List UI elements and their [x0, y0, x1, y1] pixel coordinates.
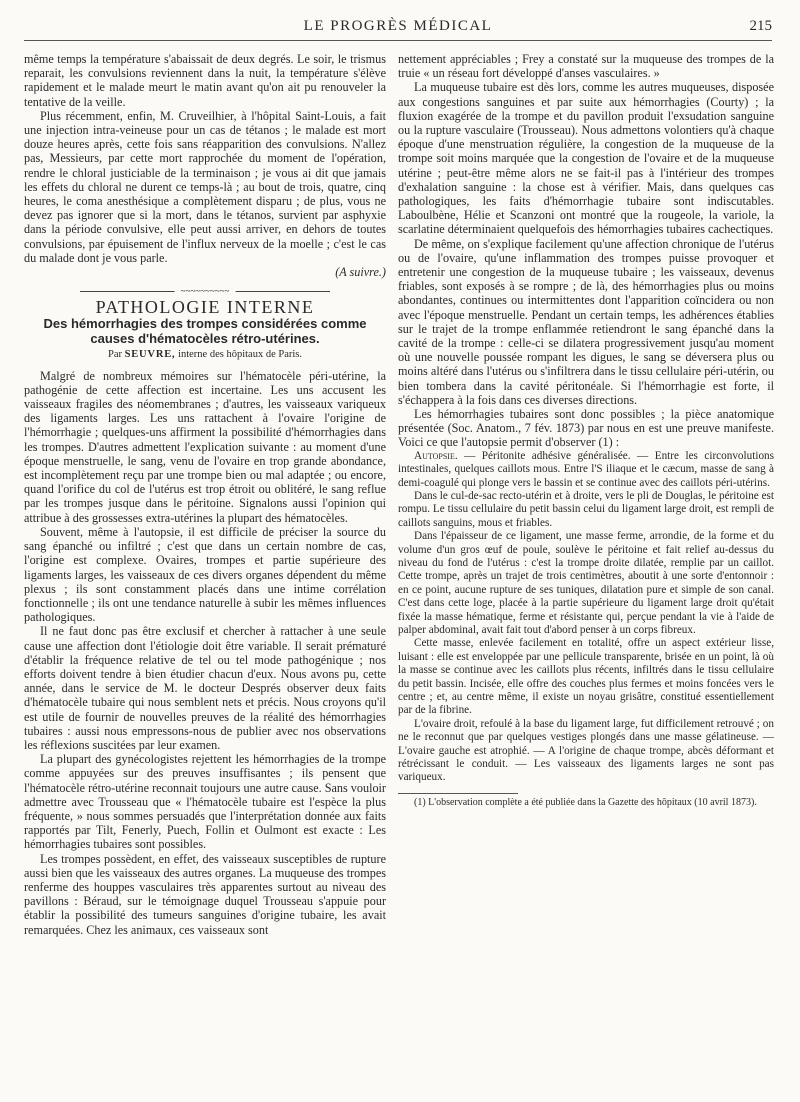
paragraph: La plupart des gynécologistes rejettent les hémorrhagies de la trompe comme appuyées sur des preuves insuffisantes ; ils pensent que l'hématocèle rétro-utérine reconnait toujours une autre cause. Sans vouloir admettre avec Trousseau que « l'hématocèle tubaire est l'espèce la plus fréquente, » nous sommes persuadés que l'interprétation donnée aux faits rapportés par Tilt, Fenerly, Puech, Follin et Oulmont est exacte : Les hémorrhagies tubaires sont possibles.: [24, 752, 386, 852]
footnote: (1) L'observation complète a été publiée dans la Gazette des hôpitaux (10 avril 1873).: [414, 796, 757, 808]
byline: [24, 348, 386, 362]
divider-ornament: ~~~~~~~~~~: [175, 287, 236, 296]
paragraph: Il ne faut donc pas être exclusif et chercher à rattacher à une seule cause une affection dont l'étiologie doit être variable. Il serait prématuré d'établir la fréquence relative de tel ou tel mode pathogénique ; nos efforts doivent tendre à bien étudier chacun d'eux. Nous avons pu, cette année, dans le service de M. le docteur Després observer deux faits d'hématocèle tubaire qui nous semblent nets et précis. Nous croyons qu'il est utile de fournir de nouvelles preuves de la réalité des hémorrhagies tubaires : aussi nous empressons-nous de publier avec nos observations les réflexions suscitées par leur examen.: [24, 624, 386, 752]
autopsy-text: — Péritonite adhésive généralisée. — Entre les circonvolutions intestinales, quelques caillots mous. Entre l'S iliaque et le cæcum, masse de sang à demi-coagulé qui plonge vers le bassin et se continue avec des caillots péri-utérins.: [398, 449, 774, 489]
section-title: PATHOLOGIE INTERNE: [95, 297, 315, 318]
left-column: [24, 52, 386, 937]
byline-suffix: interne des hôpitaux de Paris.: [178, 349, 302, 361]
paragraph: Souvent, même à l'autopsie, il est difficile de préciser la source du sang épanché ou infiltré ; c'est que dans un certain nombre de cas, l'origine est complexe. Ovaires, trompes et partie supérieure des ligaments larges, les vaisseaux de ces divers organes dépendent du même plexus ; ils sont constamment placés dans une intime corrélation fonctionnelle ; ils ont une tendance naturelle à subir les mêmes influences pathologiques.: [24, 524, 386, 625]
article-title: Des hémorrhagies des trompes considérées comme causes d'hématocèles rétro-utérines.: [43, 316, 367, 347]
paragraph: Les trompes possèdent, en effet, des vaisseaux susceptibles de rupture aussi bien que les vaisseaux des autres organes. La muqueuse des trompes renferme des houppes vasculaires très apparentes surtout au niveau des pavillons : Béraud, sur le témoignage duquel Trousseau s'appuie pour établir la possibilité des tumeurs sanguines d'origine tubaire, les avait remarquées. Chez les animaux, ces vaisseaux sont: [24, 851, 386, 937]
paragraph: Plus récemment, enfin, M. Cruveilhier, à l'hôpital Saint-Louis, a fait une injection intra-veineuse pour un cas de tétanos ; le malade est mort douze heures après, cette fois sans réapparition des convulsions. N'allez pas, Messieurs, par cette mort rapprochée du moment de l'opération, rendre le chloral justiciable de la terminaison ; je vous ai dit que jamais les effets du chloral ne durent ce temps-là ; au bout de trois, quatre, cinq heures, le coma anesthésique a complètement disparu ; de plus, vous ne devez pas ignorer que si la mort, dans le tétanos, survient par asphyxie dans la période convulsive, elle peut aussi arriver, en dehors de toutes convulsions, par épuisement de l'influx nerveux de la moelle ; c'est le cas du malade dont je vous parle.: [24, 108, 386, 265]
paragraph: La muqueuse tubaire est dès lors, comme les autres muqueuses, disposée aux congestions sanguines et par suite aux hémorrhagies (Courty) ; la fluxion exagérée de la trompe et du pavillon produit l'exsudation sanguine ou la rupture vasculaire (Trousseau). Nous admettons volontiers qu'à chaque époque d'une menstruation régulière, la congestion de la muqueuse de la trompe soit moins marquée que la congestion de l'ovaire et de la muqueuse utérine ; peut-être même alors ne se fait-il pas à l'intérieur des trompes d'exhalation sanguine : la chose est à vérifier. Mais, dans quelques cas pathologiques, les faits d'hémorrhagie tubaire sont indiscutables. Laboulbène, Hélie et Scanzoni ont montré que la rougeole, la variole, la scarlatine déterminaient quelquefois des hémorrhagies tubaires cachectiques.: [398, 80, 774, 237]
paragraph: Les hémorrhagies tubaires sont donc possibles ; la pièce anatomique présentée (Soc. Anatom., 7 fév. 1873) par nous en est une preuve manifeste. Voici ce que l'autopsie permit d'observer (1) :: [398, 407, 774, 450]
autopsy-paragraph: Dans l'épaisseur de ce ligament, une masse ferme, arrondie, de la forme et du volume d'un gros œuf de poule, soulève le péritoine et fait relief au-dessus du niveau du fond de l'utérus : c'est la trompe droite dilatée, remplie par un caillot. Cette trompe, après un trajet de trois centimètres, aboutit à une sorte d'entonnoir : en ce point, aucune rupture de ses tuniques, dilatation pure et simple de son canal. C'est dans cette loge, placée à la partie supérieure du ligament large droit qu'était fixée la masse hématique, ferme et résistante qui, perçue pendant la vie à l'aide de palper abdominal, avait fait tout d'abord penser à un corps fibreux.: [398, 530, 774, 636]
footnote-rule: [398, 793, 518, 794]
page-number: 215: [749, 18, 772, 34]
paragraph: nettement appréciables ; Frey a constaté sur la muqueuse des trompes de la truie « un réseau fort développé d'anses vasculaires. »: [398, 52, 774, 81]
byline-prefix: Par: [107, 349, 122, 361]
autopsy-paragraph: Cette masse, enlevée facilement en totalité, offre un aspect extérieur lisse, luisant : elle est enveloppée par une pellicule transparente, brisée en un point, là où la masse se continue avec les caillots plus récents, infiltrés dans le tissu cellulaire du petit bassin. Incisée, elle offre des couches plus fermes et moins foncées vers le centre ; et, au centre même, il existe un noyau grisâtre, constitué essentiellement par de la fibrine.: [398, 637, 774, 717]
autopsy-paragraph: L'ovaire droit, refoulé à la base du ligament large, fut difficilement retrouvé ; on ne le reconnut que par quelques vestiges plongés dans une masse gélatineuse. — L'ovaire gauche est atrophié. — A l'origine de chaque trompe, abcès déformant et rétrécissant le conduit. — Les vaisseaux des ligaments larges ne sont pas variqueux.: [398, 717, 774, 784]
paragraph: même temps la température s'abaissait de deux degrés. Le soir, le trismus reparait, les convulsions reviennent dans la nuit, la température s'élève rapidement et le malade meurt le matin avant qu'on ait pu renouveler la tentative de la veille.: [24, 52, 386, 109]
paragraph: Malgré de nombreux mémoires sur l'hématocèle péri-utérine, la pathogénie de cette affection est incertaine. Les uns accusent les vaisseaux fragiles des néomembranes ; d'autres, les vaisseaux variqueux des ligaments larges. Les uns rattachent à l'ovaire l'origine de l'hémorrhagie ; quelques-uns affirment la possibilité d'hémorrhagies dans les trompes. D'autres admettent l'explication suivante : au moment d'une époque menstruelle, le sang, venu de l'ovaire en trop grande abondance, est incomplètement reçu par une trompe bien ou mal adaptée ; ou encore, quand l'orifice du col de l'utérus est trop étroit ou oblitéré, le sang reflue par les trompes jusque dans le péritoine. Signalons aussi l'opinion qui attribue à des grossesses extra-utérines la plupart des hématocèles.: [24, 368, 386, 525]
right-column: [398, 52, 774, 809]
running-header: [24, 18, 772, 41]
autopsy-paragraph: [398, 450, 774, 490]
ornamental-divider: [80, 287, 330, 296]
byline-author: SEUVRE,: [124, 349, 176, 361]
paragraph: De même, on s'explique facilement qu'une affection chronique de l'utérus ou de l'ovaire, qu'une inflammation des trompes puisse provoquer et entretenir une congestion de la muqueuse tubaire ; les vaisseaux, devenus friables, sont exposés à se rompre ; de là, des hémorrhagies plus ou moins abondantes, continues ou intermittentes dont l'apparition coïncidera ou non avec l'époque menstruelle. Pendant un certain temps, les adhérences établies sur le trajet de la trompe enflammée retiendront le sang épanché dans la cavité de la trompe : celle-ci se dilatera progressivement jusqu'au moment où une nouvelle poussée rompant les digues, le sang se déversera plus ou moins altéré dans l'utérus ou s'infiltrera dans le tissu cellulaire péri-utérin, ou bien tombera dans la cavité péritonéale. Si l'hémorrhagie est forte, il s'échappera à la fois dans ces diverses directions.: [398, 236, 774, 407]
autopsy-label: Autopsie.: [414, 449, 458, 462]
to-be-continued-note: (A suivre.): [335, 265, 386, 280]
journal-title: LE PROGRÈS MÉDICAL: [303, 18, 493, 34]
autopsy-paragraph: Dans le cul-de-sac recto-utérin et à droite, vers le pli de Douglas, le péritoine est rompu. Le tissu cellulaire du petit bassin celui du ligament large droit, est rempli de caillots sanguins, mous et friables.: [398, 489, 774, 529]
